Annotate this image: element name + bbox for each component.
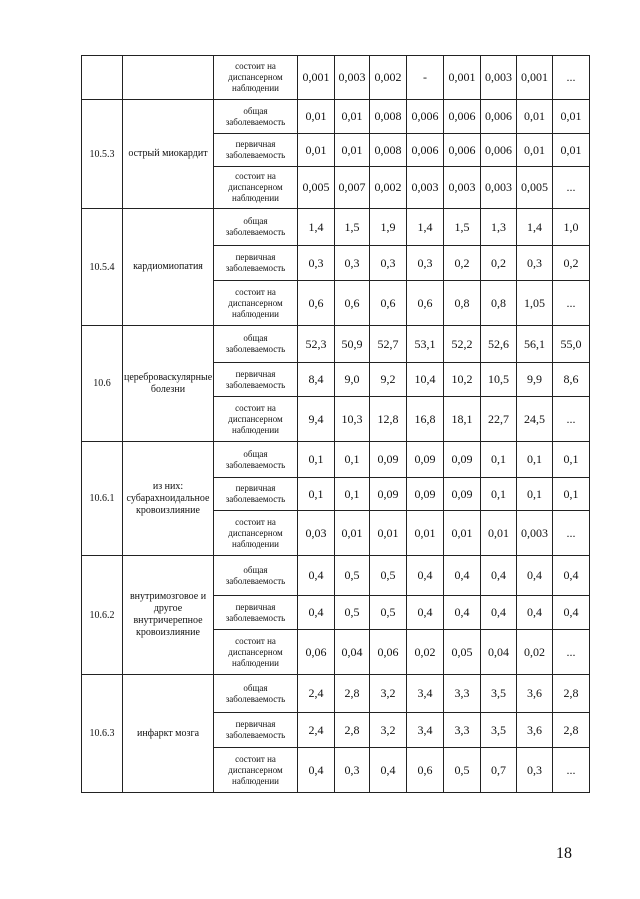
value-cell: 0,1 — [335, 478, 370, 511]
value-cell: 0,006 — [444, 134, 481, 167]
value-cell: 0,005 — [517, 167, 553, 209]
value-cell: 0,01 — [517, 100, 553, 134]
value-cell: 0,006 — [444, 100, 481, 134]
value-cell: ... — [553, 167, 590, 209]
table-row — [82, 556, 590, 596]
morbidity-statistics-table — [81, 55, 590, 793]
indicator-cell: общая заболеваемость — [214, 209, 298, 246]
value-cell: 0,5 — [335, 556, 370, 596]
value-cell: 1,5 — [444, 209, 481, 246]
value-cell: 0,02 — [407, 630, 444, 675]
value-cell: 0,1 — [298, 478, 335, 511]
value-cell: 0,06 — [370, 630, 407, 675]
value-cell: 8,6 — [553, 363, 590, 397]
value-cell: 0,01 — [335, 100, 370, 134]
value-cell: 0,008 — [370, 100, 407, 134]
indicator-cell: общая заболеваемость — [214, 556, 298, 596]
value-cell: 0,6 — [298, 281, 335, 326]
value-cell: 10,2 — [444, 363, 481, 397]
value-cell: 0,01 — [335, 134, 370, 167]
value-cell: 0,003 — [444, 167, 481, 209]
value-cell: 3,4 — [407, 713, 444, 748]
value-cell: 0,3 — [335, 246, 370, 281]
value-cell: 1,5 — [335, 209, 370, 246]
value-cell: 0,006 — [407, 100, 444, 134]
value-cell: 0,1 — [298, 442, 335, 478]
value-cell: 0,01 — [298, 100, 335, 134]
value-cell: 0,2 — [481, 246, 517, 281]
value-cell: 0,4 — [407, 596, 444, 630]
disease-name-cell: цереброваскулярные болезни — [123, 326, 214, 442]
value-cell: 10,3 — [335, 397, 370, 442]
value-cell: 0,04 — [335, 630, 370, 675]
value-cell: 3,2 — [370, 713, 407, 748]
value-cell: 0,05 — [444, 630, 481, 675]
value-cell: 3,6 — [517, 713, 553, 748]
value-cell: 0,4 — [407, 556, 444, 596]
value-cell: 56,1 — [517, 326, 553, 363]
value-cell: 2,4 — [298, 675, 335, 713]
indicator-cell: состоит на диспансерном наблюдении — [214, 281, 298, 326]
value-cell: 0,3 — [335, 748, 370, 793]
value-cell: 0,01 — [335, 511, 370, 556]
disease-code-cell: 10.5.4 — [82, 209, 123, 326]
value-cell: 0,006 — [481, 134, 517, 167]
value-cell: 0,01 — [298, 134, 335, 167]
value-cell: 0,01 — [444, 511, 481, 556]
value-cell: 0,4 — [298, 596, 335, 630]
value-cell: 0,09 — [370, 478, 407, 511]
value-cell: 0,03 — [298, 511, 335, 556]
value-cell: 0,4 — [517, 596, 553, 630]
value-cell: 0,5 — [370, 556, 407, 596]
table-row — [82, 442, 590, 478]
value-cell: 2,8 — [553, 675, 590, 713]
value-cell: 0,3 — [517, 246, 553, 281]
table-row — [82, 209, 590, 246]
value-cell: 0,01 — [481, 511, 517, 556]
value-cell: 9,4 — [298, 397, 335, 442]
disease-code-cell: 10.6.2 — [82, 556, 123, 675]
value-cell: 0,09 — [444, 442, 481, 478]
value-cell: 0,01 — [553, 100, 590, 134]
indicator-cell: общая заболеваемость — [214, 442, 298, 478]
value-cell: 1,3 — [481, 209, 517, 246]
value-cell: 0,006 — [481, 100, 517, 134]
value-cell: 0,4 — [481, 596, 517, 630]
value-cell: 0,1 — [517, 478, 553, 511]
value-cell: 2,8 — [335, 675, 370, 713]
value-cell: - — [407, 56, 444, 100]
value-cell: ... — [553, 748, 590, 793]
value-cell: 0,1 — [517, 442, 553, 478]
disease-name-cell — [123, 56, 214, 100]
value-cell: 0,002 — [370, 167, 407, 209]
value-cell: 16,8 — [407, 397, 444, 442]
value-cell: 0,01 — [517, 134, 553, 167]
value-cell: 0,4 — [298, 748, 335, 793]
value-cell: 0,6 — [370, 281, 407, 326]
value-cell: 0,003 — [517, 511, 553, 556]
value-cell: 0,6 — [407, 281, 444, 326]
page-number: 18 — [556, 845, 572, 862]
indicator-cell: первичная заболеваемость — [214, 246, 298, 281]
value-cell: 0,1 — [481, 442, 517, 478]
value-cell: 8,4 — [298, 363, 335, 397]
indicator-cell: первичная заболеваемость — [214, 596, 298, 630]
value-cell: 0,1 — [335, 442, 370, 478]
value-cell: 1,05 — [517, 281, 553, 326]
disease-code-cell — [82, 56, 123, 100]
value-cell: 0,09 — [370, 442, 407, 478]
value-cell: 52,3 — [298, 326, 335, 363]
disease-name-cell: внутримозговое и другое внутричерепное кровоизлияние — [123, 556, 214, 675]
value-cell: 0,002 — [370, 56, 407, 100]
value-cell: 0,003 — [407, 167, 444, 209]
value-cell: ... — [553, 630, 590, 675]
value-cell: 1,4 — [517, 209, 553, 246]
value-cell: 0,09 — [444, 478, 481, 511]
value-cell: 3,4 — [407, 675, 444, 713]
value-cell: 0,09 — [407, 478, 444, 511]
value-cell: 0,001 — [517, 56, 553, 100]
value-cell: 0,006 — [407, 134, 444, 167]
disease-name-cell: кардиомиопатия — [123, 209, 214, 326]
value-cell: 0,007 — [335, 167, 370, 209]
value-cell: 12,8 — [370, 397, 407, 442]
value-cell: 52,2 — [444, 326, 481, 363]
value-cell: 1,0 — [553, 209, 590, 246]
value-cell: 2,8 — [553, 713, 590, 748]
value-cell: 0,001 — [444, 56, 481, 100]
indicator-cell: состоит на диспансерном наблюдении — [214, 397, 298, 442]
value-cell: 18,1 — [444, 397, 481, 442]
table-row — [82, 56, 590, 100]
value-cell: 3,6 — [517, 675, 553, 713]
value-cell: 0,4 — [553, 596, 590, 630]
value-cell: 1,4 — [407, 209, 444, 246]
table-row — [82, 326, 590, 363]
disease-name-cell: инфаркт мозга — [123, 675, 214, 793]
value-cell: 0,005 — [298, 167, 335, 209]
value-cell: 9,9 — [517, 363, 553, 397]
indicator-cell: состоит на диспансерном наблюдении — [214, 167, 298, 209]
value-cell: 0,4 — [444, 596, 481, 630]
value-cell: 0,3 — [298, 246, 335, 281]
value-cell: 0,3 — [517, 748, 553, 793]
value-cell: 22,7 — [481, 397, 517, 442]
value-cell: 1,4 — [298, 209, 335, 246]
indicator-cell: общая заболеваемость — [214, 100, 298, 134]
value-cell: 2,8 — [335, 713, 370, 748]
disease-code-cell: 10.6.1 — [82, 442, 123, 556]
value-cell: 10,4 — [407, 363, 444, 397]
value-cell: 10,5 — [481, 363, 517, 397]
value-cell: 0,003 — [335, 56, 370, 100]
indicator-cell: первичная заболеваемость — [214, 478, 298, 511]
value-cell: 3,5 — [481, 675, 517, 713]
value-cell: 0,1 — [481, 478, 517, 511]
value-cell: 0,5 — [335, 596, 370, 630]
value-cell: 0,8 — [444, 281, 481, 326]
value-cell: 0,4 — [481, 556, 517, 596]
indicator-cell: состоит на диспансерном наблюдении — [214, 56, 298, 100]
value-cell: 0,5 — [444, 748, 481, 793]
value-cell: 0,4 — [298, 556, 335, 596]
value-cell: 3,5 — [481, 713, 517, 748]
value-cell: ... — [553, 511, 590, 556]
disease-code-cell: 10.5.3 — [82, 100, 123, 209]
value-cell: ... — [553, 56, 590, 100]
indicator-cell: первичная заболеваемость — [214, 363, 298, 397]
disease-name-cell: из них: субарахноидальное кровоизлияние — [123, 442, 214, 556]
value-cell: 0,008 — [370, 134, 407, 167]
value-cell: 52,6 — [481, 326, 517, 363]
value-cell: ... — [553, 397, 590, 442]
value-cell: 0,06 — [298, 630, 335, 675]
value-cell: 3,3 — [444, 713, 481, 748]
indicator-cell: первичная заболеваемость — [214, 713, 298, 748]
value-cell: 9,0 — [335, 363, 370, 397]
value-cell: 3,3 — [444, 675, 481, 713]
value-cell: 0,4 — [370, 748, 407, 793]
indicator-cell: состоит на диспансерном наблюдении — [214, 630, 298, 675]
value-cell: 0,02 — [517, 630, 553, 675]
value-cell: 0,7 — [481, 748, 517, 793]
table-row — [82, 100, 590, 134]
value-cell: 2,4 — [298, 713, 335, 748]
value-cell: 9,2 — [370, 363, 407, 397]
indicator-cell: первичная заболеваемость — [214, 134, 298, 167]
disease-code-cell: 10.6 — [82, 326, 123, 442]
indicator-cell: общая заболеваемость — [214, 326, 298, 363]
value-cell: 0,6 — [407, 748, 444, 793]
value-cell: 0,6 — [335, 281, 370, 326]
value-cell: 50,9 — [335, 326, 370, 363]
value-cell: 0,1 — [553, 442, 590, 478]
indicator-cell: состоит на диспансерном наблюдении — [214, 511, 298, 556]
value-cell: 52,7 — [370, 326, 407, 363]
value-cell: 0,4 — [517, 556, 553, 596]
value-cell: 1,9 — [370, 209, 407, 246]
value-cell: 0,01 — [553, 134, 590, 167]
value-cell: ... — [553, 281, 590, 326]
value-cell: 0,5 — [370, 596, 407, 630]
value-cell: 0,3 — [407, 246, 444, 281]
indicator-cell: общая заболеваемость — [214, 675, 298, 713]
value-cell: 0,003 — [481, 167, 517, 209]
value-cell: 0,2 — [553, 246, 590, 281]
value-cell: 0,09 — [407, 442, 444, 478]
value-cell: 3,2 — [370, 675, 407, 713]
value-cell: 0,001 — [298, 56, 335, 100]
indicator-cell: состоит на диспансерном наблюдении — [214, 748, 298, 793]
disease-code-cell: 10.6.3 — [82, 675, 123, 793]
value-cell: 0,3 — [370, 246, 407, 281]
value-cell: 0,8 — [481, 281, 517, 326]
value-cell: 55,0 — [553, 326, 590, 363]
value-cell: 0,1 — [553, 478, 590, 511]
value-cell: 0,4 — [444, 556, 481, 596]
value-cell: 0,2 — [444, 246, 481, 281]
value-cell: 0,01 — [370, 511, 407, 556]
value-cell: 0,01 — [407, 511, 444, 556]
value-cell: 0,4 — [553, 556, 590, 596]
value-cell: 0,003 — [481, 56, 517, 100]
disease-name-cell: острый миокардит — [123, 100, 214, 209]
value-cell: 24,5 — [517, 397, 553, 442]
value-cell: 53,1 — [407, 326, 444, 363]
value-cell: 0,04 — [481, 630, 517, 675]
table-row — [82, 675, 590, 713]
